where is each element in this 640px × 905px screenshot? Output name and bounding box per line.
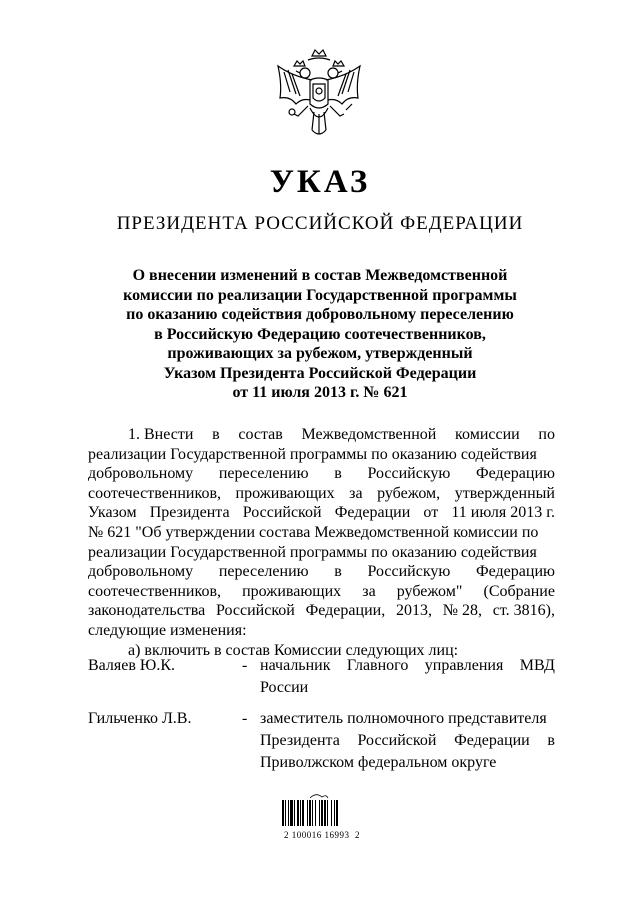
- paragraph-word: 2013,: [395, 602, 432, 620]
- paragraph-word: а) включить в состав Комиссии следующих лиц:: [128, 641, 459, 659]
- paragraph-word: переселению: [218, 465, 309, 483]
- heading-line: в Российскую Федерацию соотечественников,: [154, 325, 486, 343]
- coat-of-arms-emblem: [272, 46, 366, 150]
- position-word: Главного: [346, 657, 409, 674]
- paragraph-word: Российской: [216, 602, 295, 620]
- decree-body-text: [88, 425, 555, 660]
- heading-line: комиссии по реализации Государственной программы: [123, 286, 517, 304]
- paragraph-word: переселению: [218, 563, 309, 581]
- decree-heading: [100, 266, 540, 403]
- paragraph-word: Межведомственной: [301, 426, 437, 443]
- paragraph-word: Президента: [149, 504, 230, 522]
- paragraph-word: добровольному: [88, 563, 194, 581]
- heading-line: проживающих за рубежом, утвержденный: [167, 345, 473, 362]
- position-line: [260, 730, 555, 752]
- paragraph-word: следующие изменения:: [88, 621, 247, 639]
- barcode: [280, 792, 360, 828]
- paragraph-word: № 621 "Об утверждении состава Межведомственной комиссии по: [88, 523, 539, 541]
- position-word: МВД: [519, 657, 555, 674]
- paragraph-word: 1. Внести: [128, 426, 194, 443]
- paragraph-word: рубежом": [396, 582, 463, 600]
- paragraph-word: ст. 3816),: [492, 602, 555, 620]
- person-name: Гильченко Л.В.: [88, 710, 192, 727]
- paragraph-word: по: [538, 426, 555, 443]
- paragraph-word: в: [334, 465, 342, 483]
- paragraph-line: [88, 543, 555, 563]
- paragraph-word: Российскую: [367, 563, 451, 581]
- person-dash: -: [242, 710, 248, 727]
- person-position: [260, 655, 555, 699]
- paragraph-word: Российскую: [367, 465, 451, 483]
- decree-title: УКАЗ: [269, 164, 371, 200]
- paragraph-line: [88, 562, 555, 582]
- paragraph-word: реализации Государственной программы по оказанию содействия: [88, 543, 537, 561]
- paragraph-word: в: [212, 426, 220, 443]
- paragraph-line: [88, 464, 555, 484]
- position-line: [260, 677, 555, 699]
- paragraph-word: от: [423, 504, 439, 522]
- position-word: управления: [424, 657, 504, 674]
- heading-line: О внесении изменений в состав Межведомственной: [132, 267, 508, 284]
- paragraph-word: добровольному: [88, 465, 194, 483]
- heading-line: от 11 июля 2013 г. № 621: [232, 384, 408, 401]
- paragraph-word: Российской: [242, 504, 322, 522]
- position-line: [260, 708, 555, 730]
- paragraph-line: [88, 503, 555, 523]
- position-word: Федерации: [454, 732, 530, 749]
- paragraph-line: [88, 425, 555, 445]
- position-word: Президента: [260, 732, 340, 749]
- paragraph-word: проживающих: [242, 582, 342, 600]
- paragraph-word: Федерации: [334, 504, 411, 522]
- paragraph-line: [88, 445, 555, 465]
- paragraph-word: комиссии: [455, 426, 520, 443]
- paragraph-line: [88, 621, 555, 641]
- person-name: Валяев Ю.К.: [88, 657, 176, 674]
- position-word: Российской: [357, 732, 437, 749]
- paragraph-word: за: [349, 484, 363, 502]
- paragraph-word: в: [334, 563, 342, 581]
- position-word: заместитель полномочного представителя: [260, 710, 547, 727]
- position-word: России: [260, 679, 309, 696]
- paragraph-word: Федерацию: [476, 465, 555, 483]
- paragraph-line: [88, 582, 555, 602]
- position-line: [260, 655, 555, 677]
- paragraph-word: (Собрание: [483, 582, 555, 600]
- paragraph-word: соотечественников,: [88, 484, 221, 502]
- paragraph-word: Федерацию: [476, 563, 555, 581]
- position-word: в: [547, 732, 555, 749]
- paragraph-word: Федерации,: [305, 602, 386, 620]
- paragraph-line: [88, 484, 555, 504]
- position-word: начальник: [260, 657, 331, 674]
- heading-line: Указом Президента Российской Федерации: [163, 364, 477, 382]
- person-entry: [88, 708, 555, 778]
- paragraph-word: рубежом,: [377, 484, 441, 502]
- paragraph-word: утвержденный: [454, 484, 555, 502]
- person-position: [260, 708, 555, 774]
- paragraph-word: 11 июля 2013 г.: [451, 504, 555, 522]
- position-word: Приволжском федеральном округе: [260, 754, 497, 771]
- paragraph-line: [88, 523, 555, 543]
- paragraph-word: законодательства: [88, 602, 206, 620]
- heading-line: по оказанию содействия добровольному переселению: [126, 306, 514, 323]
- person-entry: [88, 655, 555, 701]
- decree-subtitle: ПРЕЗИДЕНТА РОССИЙСКОЙ ФЕДЕРАЦИИ: [116, 213, 524, 234]
- paragraph-word: соотечественников,: [88, 582, 221, 600]
- position-line: [260, 752, 555, 774]
- person-dash: -: [242, 657, 248, 674]
- paragraph-word: проживающих: [235, 484, 335, 502]
- paragraph-word: за: [362, 582, 376, 600]
- paragraph-line: [88, 601, 555, 621]
- paragraph-word: Указом: [88, 504, 137, 522]
- paragraph-word: состав: [238, 426, 283, 443]
- paragraph-word: реализации Государственной программы по оказанию содействия: [88, 445, 537, 463]
- barcode-number: 2 100016 16993 2: [284, 830, 360, 840]
- paragraph-word: № 28,: [442, 602, 482, 620]
